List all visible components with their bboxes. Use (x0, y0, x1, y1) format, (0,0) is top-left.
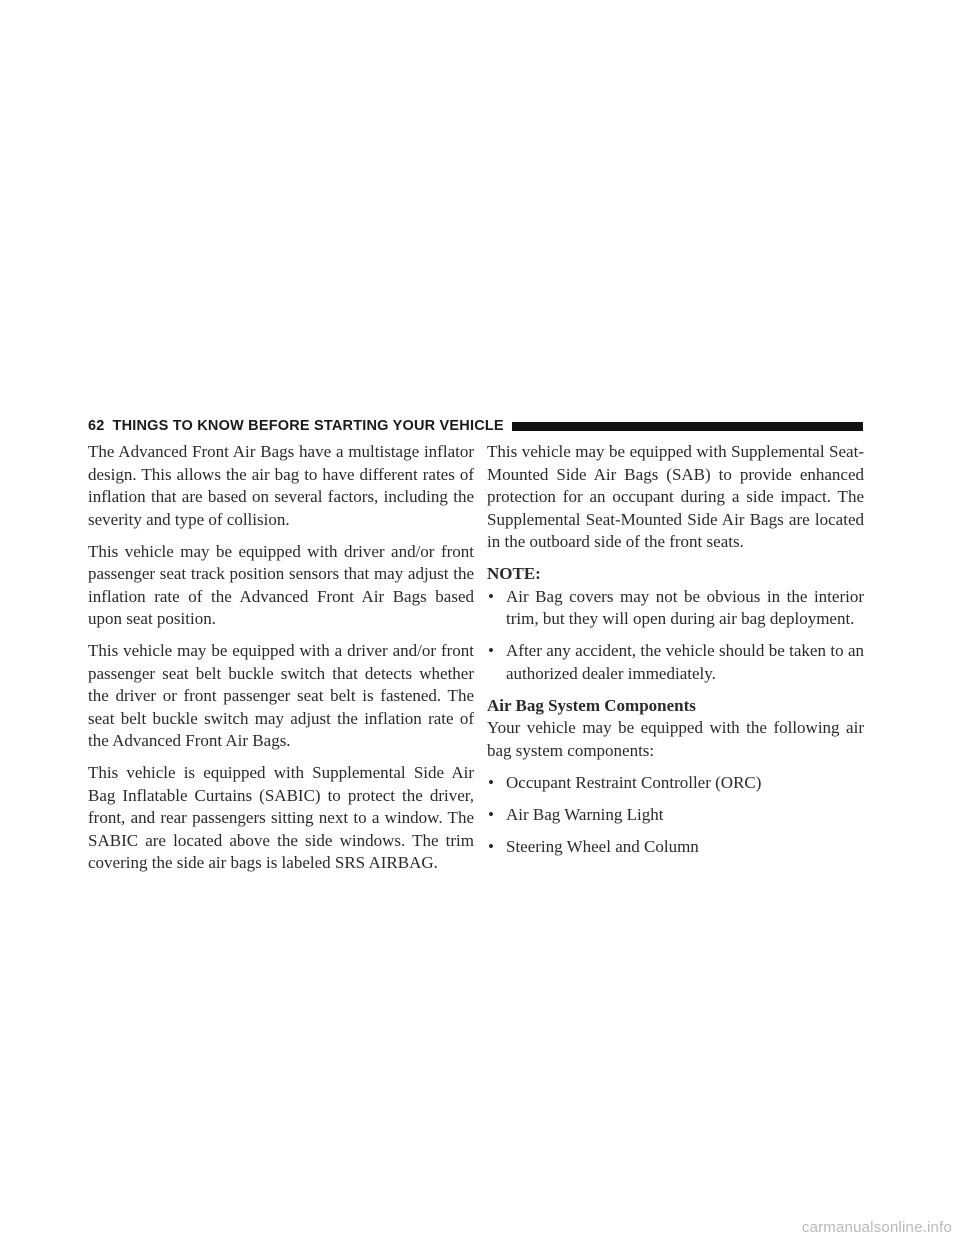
left-column (88, 441, 474, 884)
paragraph-multistage-inflator: The Advanced Front Air Bags have a multistage inflator design. This allows the air bag to have different rates of inflation that are based on several factors, including the severity and type of collision. (88, 442, 474, 529)
list-item (487, 836, 864, 859)
section-title: THINGS TO KNOW BEFORE STARTING YOUR VEHICLE (112, 418, 504, 434)
component-item: Occupant Restraint Controller (ORC) (506, 772, 762, 792)
right-column (487, 441, 864, 868)
component-item: Steering Wheel and Column (506, 836, 699, 856)
list-item (487, 640, 864, 685)
bullet-icon: • (488, 772, 494, 792)
paragraph-seat-track-sensors: This vehicle may be equipped with driver and/or front passenger seat track position sensors that may adjust the inflation rate of the Advanced Front Air Bags based upon seat position. (88, 541, 474, 628)
note-bullet-text: Air Bag covers may not be obvious in the interior trim, but they will open during air bag deployment. (506, 586, 864, 628)
note-bullet-text: After any accident, the vehicle should be taken to an authorized dealer immediately. (506, 641, 864, 683)
bullet-icon: • (488, 641, 494, 660)
components-intro: Your vehicle may be equipped with the following air bag system components: (487, 718, 864, 760)
watermark: carmanualsonline.info (801, 1219, 952, 1236)
bullet-icon: • (488, 804, 494, 824)
list-item (487, 772, 864, 795)
components-heading: Air Bag System Components (487, 695, 696, 715)
paragraph-buckle-switch: This vehicle may be equipped with a driver and/or front passenger seat belt buckle switch that detects whether the driver or front passenger seat belt is fastened. The seat belt buckle switch may adjust the inflation rate of the Advanced Front Air Bags. (88, 641, 474, 750)
list-item (487, 804, 864, 827)
paragraph-sabic: This vehicle is equipped with Supplemental Side Air Bag Inflatable Curtains (SABIC) to protect the driver, front, and rear passengers sitting next to a window. The SABIC are located above the side windows. The trim covering the side air bags is labeled SRS AIRBAG. (88, 763, 474, 872)
component-item: Air Bag Warning Light (506, 804, 664, 824)
header-rule (512, 422, 863, 431)
note-label: NOTE: (487, 564, 541, 583)
list-item (487, 586, 864, 631)
page-header (88, 413, 863, 439)
paragraph-seat-mounted-side-air-bags: This vehicle may be equipped with Supplemental Seat-Mounted Side Air Bags (SAB) to provide enhanced protection for an occupant during a side impact. The Supplemental Seat-Mounted Side Air Bags are located in the outboard side of the front seats. (487, 442, 864, 551)
bullet-icon: • (488, 586, 494, 606)
page-number: 62 (88, 418, 105, 434)
bullet-icon: • (488, 836, 494, 856)
